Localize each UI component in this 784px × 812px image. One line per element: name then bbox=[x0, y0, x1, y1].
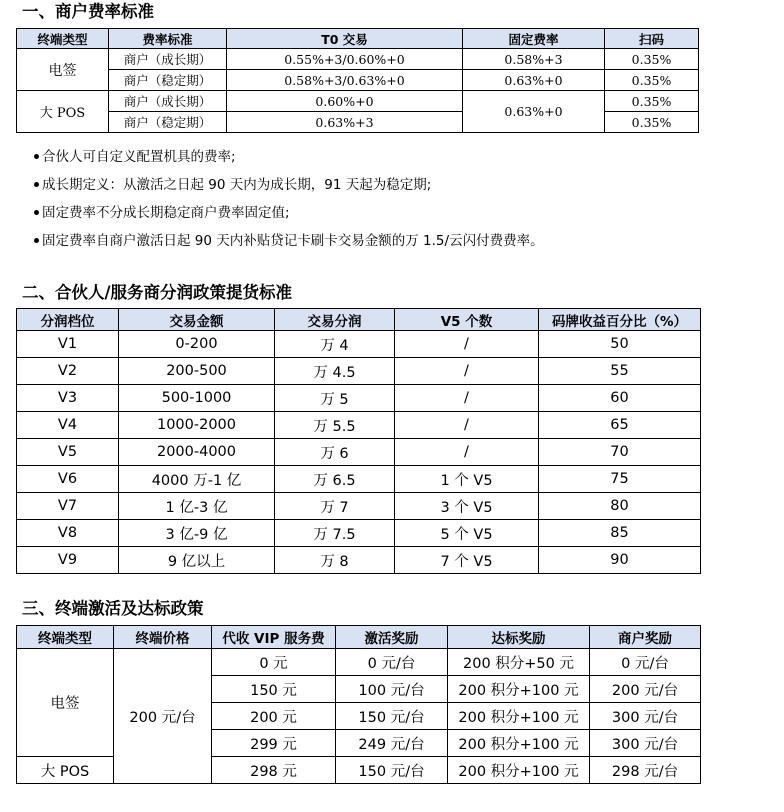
bullet-icon bbox=[34, 154, 39, 159]
vip-fee-cell: 298 元 bbox=[212, 757, 336, 784]
percent-cell: 50 bbox=[539, 331, 701, 358]
activation-reward-cell: 150 元/台 bbox=[336, 757, 448, 784]
table-row bbox=[17, 493, 701, 520]
terminal-type-cell: 大 POS bbox=[17, 91, 109, 133]
v5-count-cell: / bbox=[395, 439, 539, 466]
merchant-reward-cell: 200 元/台 bbox=[590, 676, 701, 703]
t0-cell: 0.63%+3 bbox=[227, 112, 463, 133]
header-cell: 激活奖励 bbox=[336, 626, 448, 649]
section2-title: 二、合伙人/服务商分润政策提货标准 bbox=[22, 283, 293, 302]
share-cell: 万 8 bbox=[275, 547, 395, 574]
rate-std-cell: 商户（成长期） bbox=[109, 49, 227, 70]
amount-cell: 9 亿以上 bbox=[119, 547, 275, 574]
level-cell: V2 bbox=[17, 358, 119, 385]
section1-title: 一、商户费率标准 bbox=[22, 2, 154, 21]
activation-reward-cell: 100 元/台 bbox=[336, 676, 448, 703]
share-cell: 万 4.5 bbox=[275, 358, 395, 385]
level-cell: V5 bbox=[17, 439, 119, 466]
amount-cell: 3 亿-9 亿 bbox=[119, 520, 275, 547]
note-text: 固定费率自商户激活日起 90 天内补贴贷记卡刷卡交易金额的万 1.5/云闪付费费率。 bbox=[42, 233, 544, 249]
note-text: 固定费率不分成长期稳定商户费率固定值; bbox=[42, 205, 290, 221]
table-header-row bbox=[17, 626, 701, 649]
table-row bbox=[17, 91, 699, 112]
activation-reward-cell: 249 元/台 bbox=[336, 730, 448, 757]
level-cell: V3 bbox=[17, 385, 119, 412]
share-cell: 万 4 bbox=[275, 331, 395, 358]
table-row bbox=[17, 358, 701, 385]
vip-fee-cell: 0 元 bbox=[212, 649, 336, 676]
section3-title: 三、终端激活及达标政策 bbox=[22, 599, 204, 618]
header-cell: 终端类型 bbox=[17, 626, 114, 649]
level-cell: V8 bbox=[17, 520, 119, 547]
percent-cell: 75 bbox=[539, 466, 701, 493]
bullet-icon bbox=[34, 210, 39, 215]
percent-cell: 70 bbox=[539, 439, 701, 466]
scan-rate-cell: 0.35% bbox=[605, 91, 699, 112]
v5-count-cell: / bbox=[395, 385, 539, 412]
table-row bbox=[17, 649, 701, 676]
target-reward-cell: 200 积分+100 元 bbox=[448, 676, 590, 703]
list-item bbox=[34, 147, 544, 175]
note-text: 成长期定义：从激活之日起 90 天内为成长期，91 天起为稳定期; bbox=[42, 177, 432, 193]
level-cell: V6 bbox=[17, 466, 119, 493]
terminal-price-cell: 200 元/台 bbox=[114, 649, 212, 784]
header-cell: 达标奖励 bbox=[448, 626, 590, 649]
table-row bbox=[17, 49, 699, 70]
profit-share-table bbox=[16, 308, 701, 574]
percent-cell: 90 bbox=[539, 547, 701, 574]
header-cell: V5 个数 bbox=[395, 309, 539, 331]
list-item bbox=[34, 231, 544, 259]
table-row bbox=[17, 412, 701, 439]
list-item bbox=[34, 203, 544, 231]
fixed-rate-cell: 0.58%+3 bbox=[463, 49, 605, 70]
share-cell: 万 5.5 bbox=[275, 412, 395, 439]
t0-cell: 0.58%+3/0.63%+0 bbox=[227, 70, 463, 91]
header-cell: 交易分润 bbox=[275, 309, 395, 331]
header-cell: T0 交易 bbox=[227, 29, 463, 49]
bullet-icon bbox=[34, 238, 39, 243]
list-item bbox=[34, 175, 544, 203]
header-cell: 扫码 bbox=[605, 29, 699, 49]
note-text: 合伙人可自定义配置机具的费率; bbox=[42, 149, 236, 165]
percent-cell: 65 bbox=[539, 412, 701, 439]
vip-fee-cell: 200 元 bbox=[212, 703, 336, 730]
percent-cell: 85 bbox=[539, 520, 701, 547]
header-cell: 商户奖励 bbox=[590, 626, 701, 649]
rate-std-cell: 商户（成长期） bbox=[109, 91, 227, 112]
table-header-row bbox=[17, 309, 701, 331]
level-cell: V4 bbox=[17, 412, 119, 439]
t0-cell: 0.55%+3/0.60%+0 bbox=[227, 49, 463, 70]
table-row bbox=[17, 331, 701, 358]
amount-cell: 2000-4000 bbox=[119, 439, 275, 466]
share-cell: 万 7 bbox=[275, 493, 395, 520]
fixed-rate-cell: 0.63%+0 bbox=[463, 70, 605, 91]
scan-rate-cell: 0.35% bbox=[605, 112, 699, 133]
share-cell: 万 6.5 bbox=[275, 466, 395, 493]
activation-reward-cell: 0 元/台 bbox=[336, 649, 448, 676]
header-cell: 交易金额 bbox=[119, 309, 275, 331]
merchant-rate-table bbox=[16, 28, 699, 133]
scan-rate-cell: 0.35% bbox=[605, 49, 699, 70]
amount-cell: 4000 万-1 亿 bbox=[119, 466, 275, 493]
bullet-icon bbox=[34, 182, 39, 187]
notes-list bbox=[34, 147, 544, 259]
merchant-reward-cell: 300 元/台 bbox=[590, 703, 701, 730]
merchant-reward-cell: 300 元/台 bbox=[590, 730, 701, 757]
terminal-type-cell: 大 POS bbox=[17, 757, 114, 784]
amount-cell: 200-500 bbox=[119, 358, 275, 385]
header-cell: 分润档位 bbox=[17, 309, 119, 331]
scan-rate-cell: 0.35% bbox=[605, 70, 699, 91]
target-reward-cell: 200 积分+100 元 bbox=[448, 703, 590, 730]
vip-fee-cell: 299 元 bbox=[212, 730, 336, 757]
share-cell: 万 5 bbox=[275, 385, 395, 412]
terminal-type-cell: 电签 bbox=[17, 49, 109, 91]
merchant-reward-cell: 0 元/台 bbox=[590, 649, 701, 676]
v5-count-cell: 3 个 V5 bbox=[395, 493, 539, 520]
v5-count-cell: / bbox=[395, 412, 539, 439]
terminal-type-cell: 电签 bbox=[17, 649, 114, 757]
share-cell: 万 6 bbox=[275, 439, 395, 466]
header-cell: 固定费率 bbox=[463, 29, 605, 49]
activation-reward-cell: 150 元/台 bbox=[336, 703, 448, 730]
table-header-row bbox=[17, 29, 699, 49]
share-cell: 万 7.5 bbox=[275, 520, 395, 547]
amount-cell: 0-200 bbox=[119, 331, 275, 358]
table-row bbox=[17, 70, 699, 91]
amount-cell: 1000-2000 bbox=[119, 412, 275, 439]
table-row bbox=[17, 520, 701, 547]
percent-cell: 55 bbox=[539, 358, 701, 385]
merchant-reward-cell: 298 元/台 bbox=[590, 757, 701, 784]
target-reward-cell: 200 积分+50 元 bbox=[448, 649, 590, 676]
target-reward-cell: 200 积分+100 元 bbox=[448, 730, 590, 757]
v5-count-cell: 1 个 V5 bbox=[395, 466, 539, 493]
level-cell: V1 bbox=[17, 331, 119, 358]
t0-cell: 0.60%+0 bbox=[227, 91, 463, 112]
percent-cell: 80 bbox=[539, 493, 701, 520]
target-reward-cell: 200 积分+100 元 bbox=[448, 757, 590, 784]
amount-cell: 500-1000 bbox=[119, 385, 275, 412]
table-row bbox=[17, 547, 701, 574]
table-row bbox=[17, 439, 701, 466]
level-cell: V9 bbox=[17, 547, 119, 574]
header-cell: 终端价格 bbox=[114, 626, 212, 649]
level-cell: V7 bbox=[17, 493, 119, 520]
v5-count-cell: 7 个 V5 bbox=[395, 547, 539, 574]
percent-cell: 60 bbox=[539, 385, 701, 412]
header-cell: 终端类型 bbox=[17, 29, 109, 49]
header-cell: 代收 VIP 服务费 bbox=[212, 626, 336, 649]
header-cell: 费率标准 bbox=[109, 29, 227, 49]
table-row bbox=[17, 385, 701, 412]
v5-count-cell: / bbox=[395, 331, 539, 358]
activation-policy-table bbox=[16, 625, 701, 784]
header-cell: 码牌收益百分比（%） bbox=[539, 309, 701, 331]
rate-std-cell: 商户（稳定期） bbox=[109, 70, 227, 91]
rate-std-cell: 商户（稳定期） bbox=[109, 112, 227, 133]
v5-count-cell: 5 个 V5 bbox=[395, 520, 539, 547]
fixed-rate-cell: 0.63%+0 bbox=[463, 91, 605, 133]
vip-fee-cell: 150 元 bbox=[212, 676, 336, 703]
table-row bbox=[17, 466, 701, 493]
amount-cell: 1 亿-3 亿 bbox=[119, 493, 275, 520]
v5-count-cell: / bbox=[395, 358, 539, 385]
